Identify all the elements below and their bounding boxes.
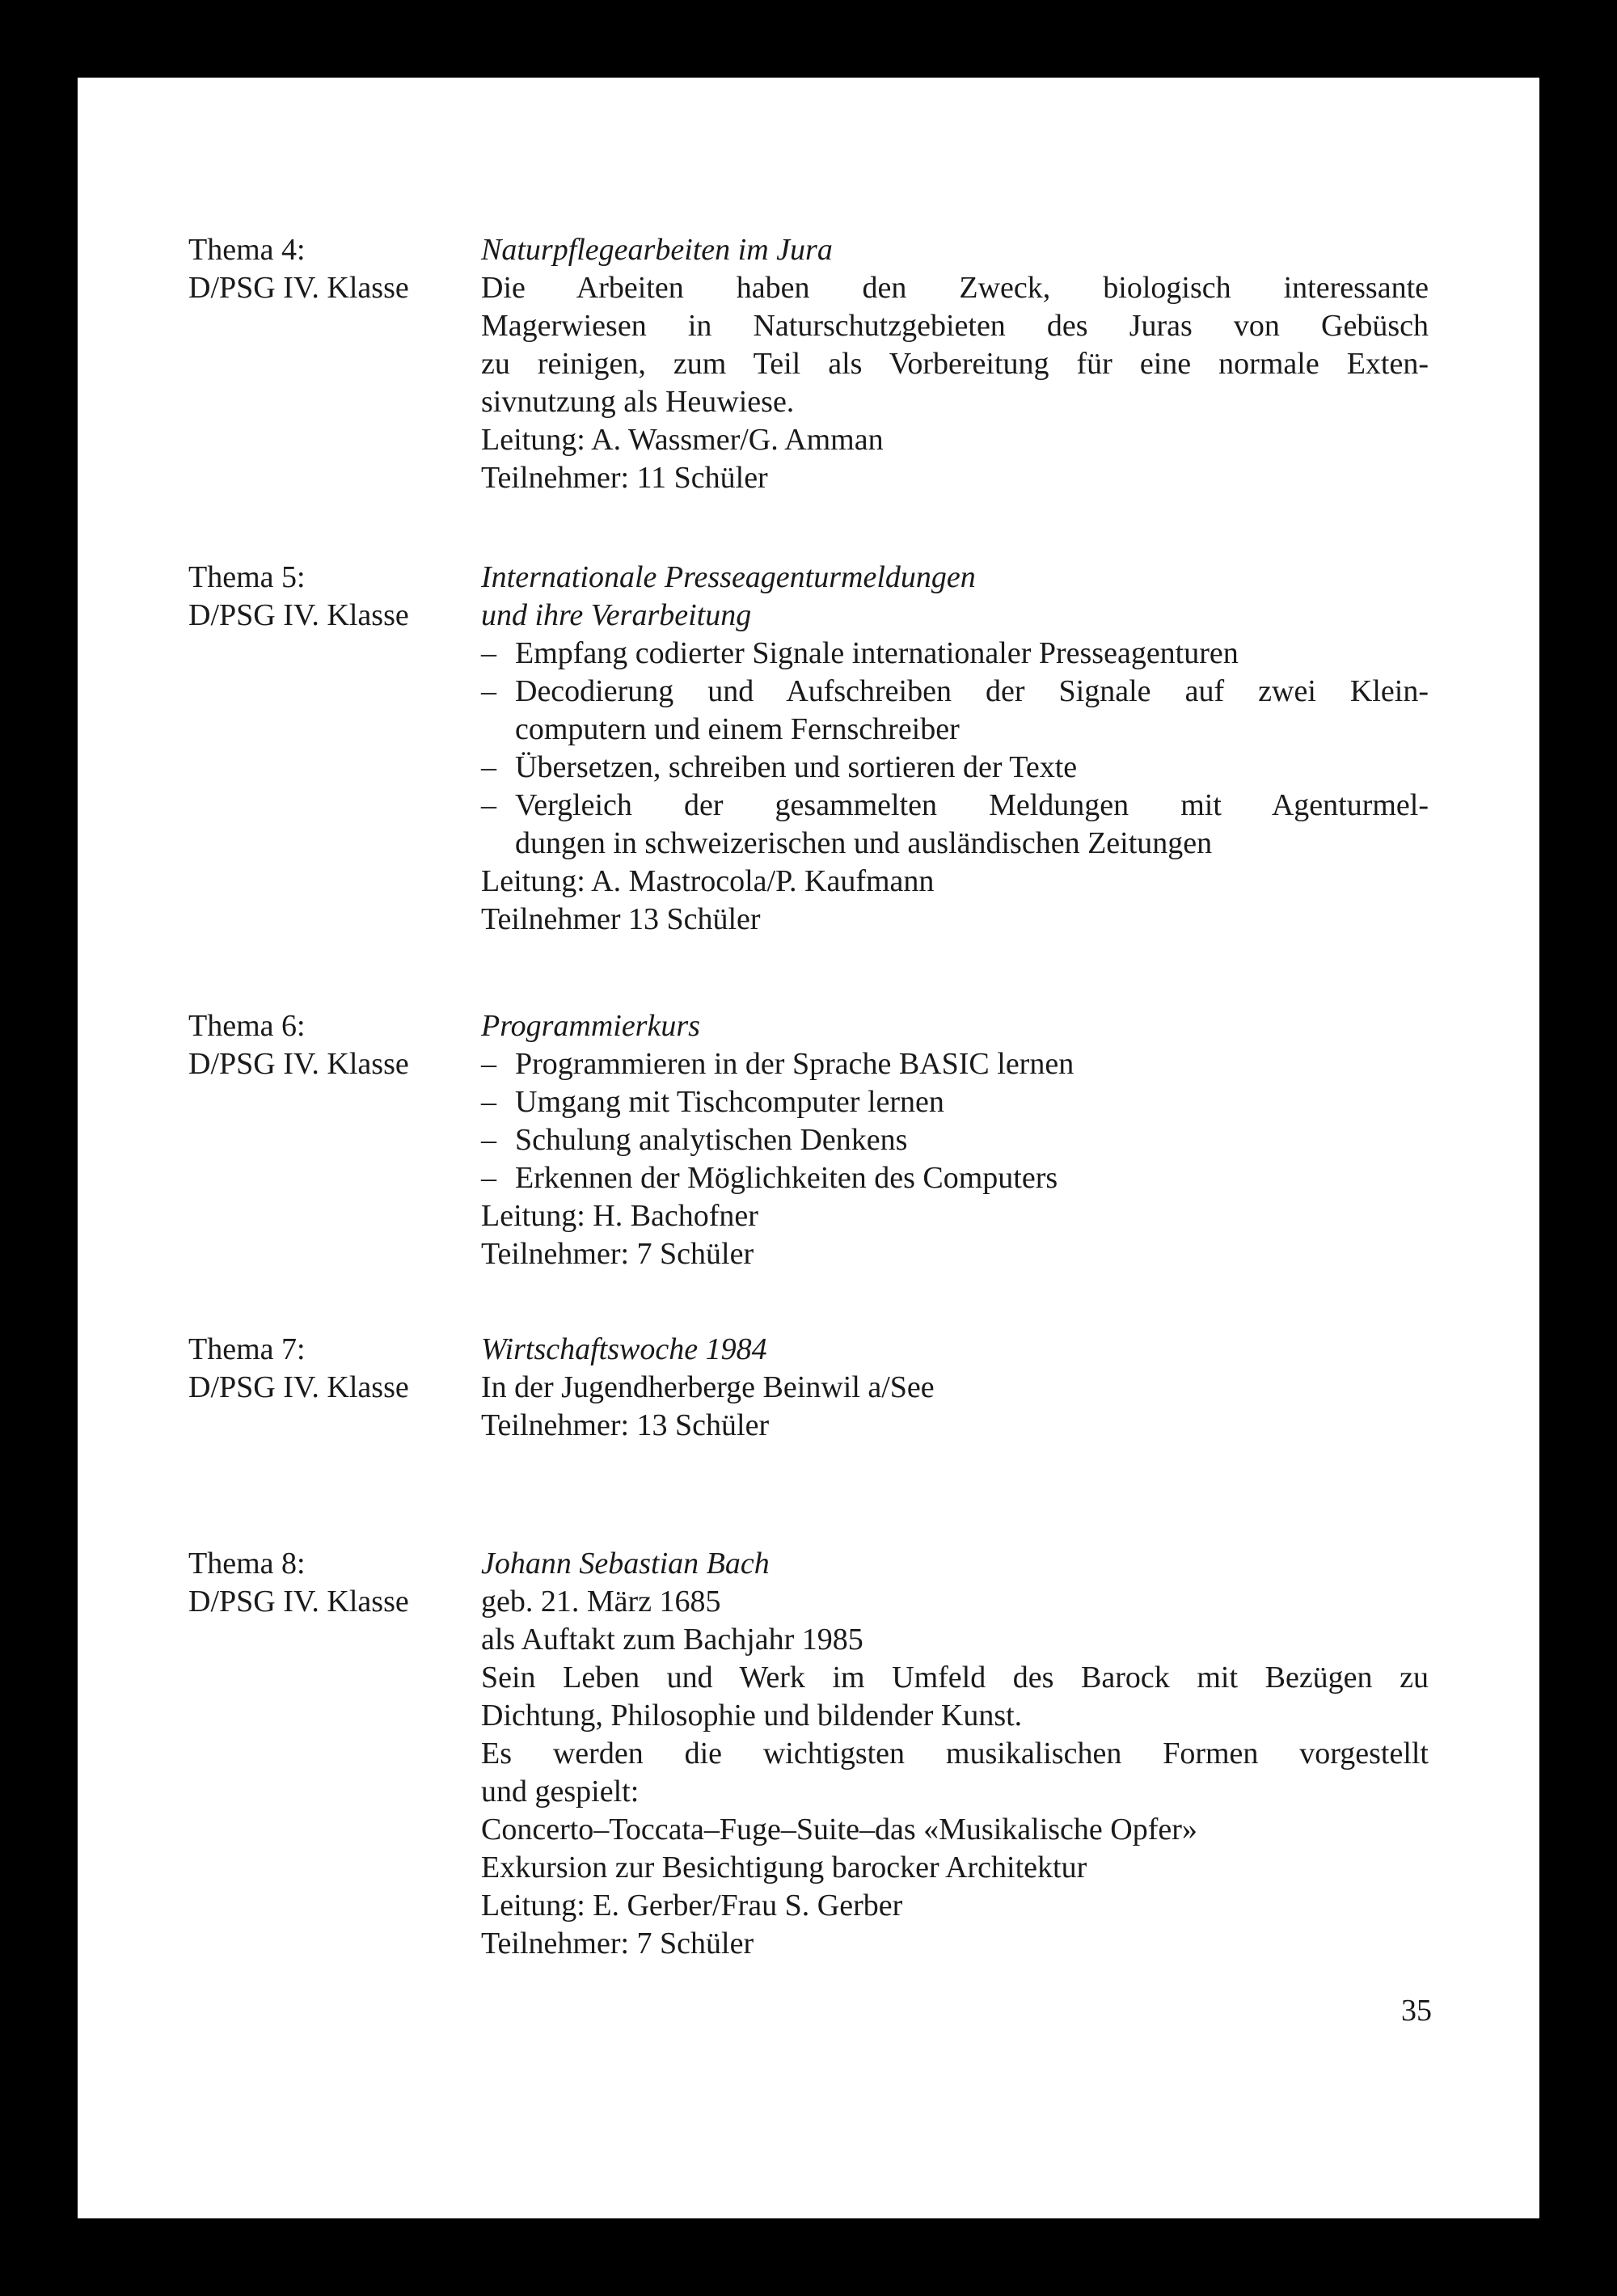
thema-label: Thema 7: [188, 1332, 306, 1366]
thema-label: Thema 6: [188, 1009, 306, 1043]
body-line: In der Jugendherberge Beinwil a/See [481, 1370, 935, 1404]
class-label: D/PSG IV. Klasse [188, 1047, 409, 1081]
section-labels [188, 559, 447, 635]
section-labels [188, 1331, 447, 1407]
section-labels [188, 1545, 447, 1621]
teilnehmer: Teilnehmer 13 Schüler [481, 902, 761, 936]
thema-label: Thema 5: [188, 560, 306, 594]
body-line: Dichtung, Philosophie und bildender Kunst. [481, 1699, 1023, 1733]
teilnehmer: Teilnehmer: 7 Schüler [481, 1927, 754, 1960]
leitung: Leitung: A. Mastrocola/P. Kaufmann [481, 864, 935, 898]
bullet-dash: – [481, 636, 496, 670]
document-page [78, 78, 1539, 2218]
section-content [481, 559, 1429, 939]
body-line: als Auftakt zum Bachjahr 1985 [481, 1623, 863, 1657]
body-line: Es werden die wichtigsten musikalischen Formen vorgestellt [481, 1737, 1429, 1771]
list-item [481, 1083, 1429, 1121]
teilnehmer: Teilnehmer: 13 Schüler [481, 1408, 770, 1442]
list-item-text: Decodierung und Aufschreiben der Signale auf zwei Klein- [515, 674, 1429, 708]
body-line: Die Arbeiten haben den Zweck, biologisch interessante [481, 271, 1429, 305]
list-item [481, 787, 1429, 825]
bullet-dash: – [481, 1085, 496, 1119]
thema-label: Thema 8: [188, 1547, 306, 1581]
leitung: Leitung: E. Gerber/Frau S. Gerber [481, 1889, 903, 1922]
list-item [481, 1045, 1429, 1083]
list-item-text: Erkennen der Möglichkeiten des Computers [515, 1161, 1058, 1195]
list-item-continuation: computern und einem Fernschreiber [515, 712, 960, 746]
list-item [481, 635, 1429, 673]
class-label: D/PSG IV. Klasse [188, 271, 409, 305]
section-title: Naturpflegearbeiten im Jura [481, 233, 833, 267]
section-title: Internationale Presseagenturmeldungen [481, 560, 976, 594]
body-line: zu reinigen, zum Teil als Vorbereitung für eine normale Exten- [481, 347, 1429, 381]
section-content [481, 1331, 1429, 1445]
body-line: sivnutzung als Heuwiese. [481, 385, 795, 419]
list-item [481, 749, 1429, 787]
body-line: Concerto–Toccata–Fuge–Suite–das «Musikalische Opfer» [481, 1813, 1197, 1847]
section-labels [188, 1007, 447, 1083]
leitung: Leitung: A. Wassmer/G. Amman [481, 423, 884, 457]
teilnehmer: Teilnehmer: 11 Schüler [481, 461, 768, 495]
section-content [481, 1545, 1429, 1963]
body-line: geb. 21. März 1685 [481, 1585, 721, 1619]
list-item-text: Vergleich der gesammelten Meldungen mit Agenturmel- [515, 788, 1429, 822]
body-line: und gespielt: [481, 1775, 640, 1809]
section-title: Programmierkurs [481, 1009, 700, 1043]
section-content [481, 1007, 1429, 1273]
list-item-text: Programmieren in der Sprache BASIC lernen [515, 1047, 1074, 1081]
class-label: D/PSG IV. Klasse [188, 1370, 409, 1404]
list-item-text: Schulung analytischen Denkens [515, 1123, 908, 1157]
class-label: D/PSG IV. Klasse [188, 1585, 409, 1619]
section-content [481, 231, 1429, 497]
bullet-dash: – [481, 674, 496, 708]
bullet-dash: – [481, 750, 496, 784]
list-item-text: Umgang mit Tischcomputer lernen [515, 1085, 944, 1119]
bullet-dash: – [481, 1161, 496, 1195]
body-line: Magerwiesen in Naturschutzgebieten des Juras von Gebüsch [481, 309, 1429, 343]
section-title: Johann Sebastian Bach [481, 1547, 770, 1581]
list-item [481, 1159, 1429, 1197]
body-line: Exkursion zur Besichtigung barocker Architektur [481, 1851, 1087, 1884]
body-line: Sein Leben und Werk im Umfeld des Barock mit Bezügen zu [481, 1661, 1429, 1695]
thema-label: Thema 4: [188, 233, 306, 267]
list-item-continuation: dungen in schweizerischen und ausländischen Zeitungen [515, 826, 1213, 860]
class-label: D/PSG IV. Klasse [188, 598, 409, 632]
teilnehmer: Teilnehmer: 7 Schüler [481, 1237, 754, 1271]
section-title: Wirtschaftswoche 1984 [481, 1332, 767, 1366]
page-number: 35 [1401, 1994, 1432, 2028]
list-item [481, 673, 1429, 711]
section-labels [188, 231, 447, 307]
list-item-text: Empfang codierter Signale internationaler Presseagenturen [515, 636, 1239, 670]
list-item [481, 1121, 1429, 1159]
section-title: und ihre Verarbeitung [481, 598, 752, 632]
bullet-dash: – [481, 1047, 496, 1081]
bullet-dash: – [481, 788, 496, 822]
leitung: Leitung: H. Bachofner [481, 1199, 758, 1233]
bullet-dash: – [481, 1123, 496, 1157]
list-item-text: Übersetzen, schreiben und sortieren der Texte [515, 750, 1078, 784]
